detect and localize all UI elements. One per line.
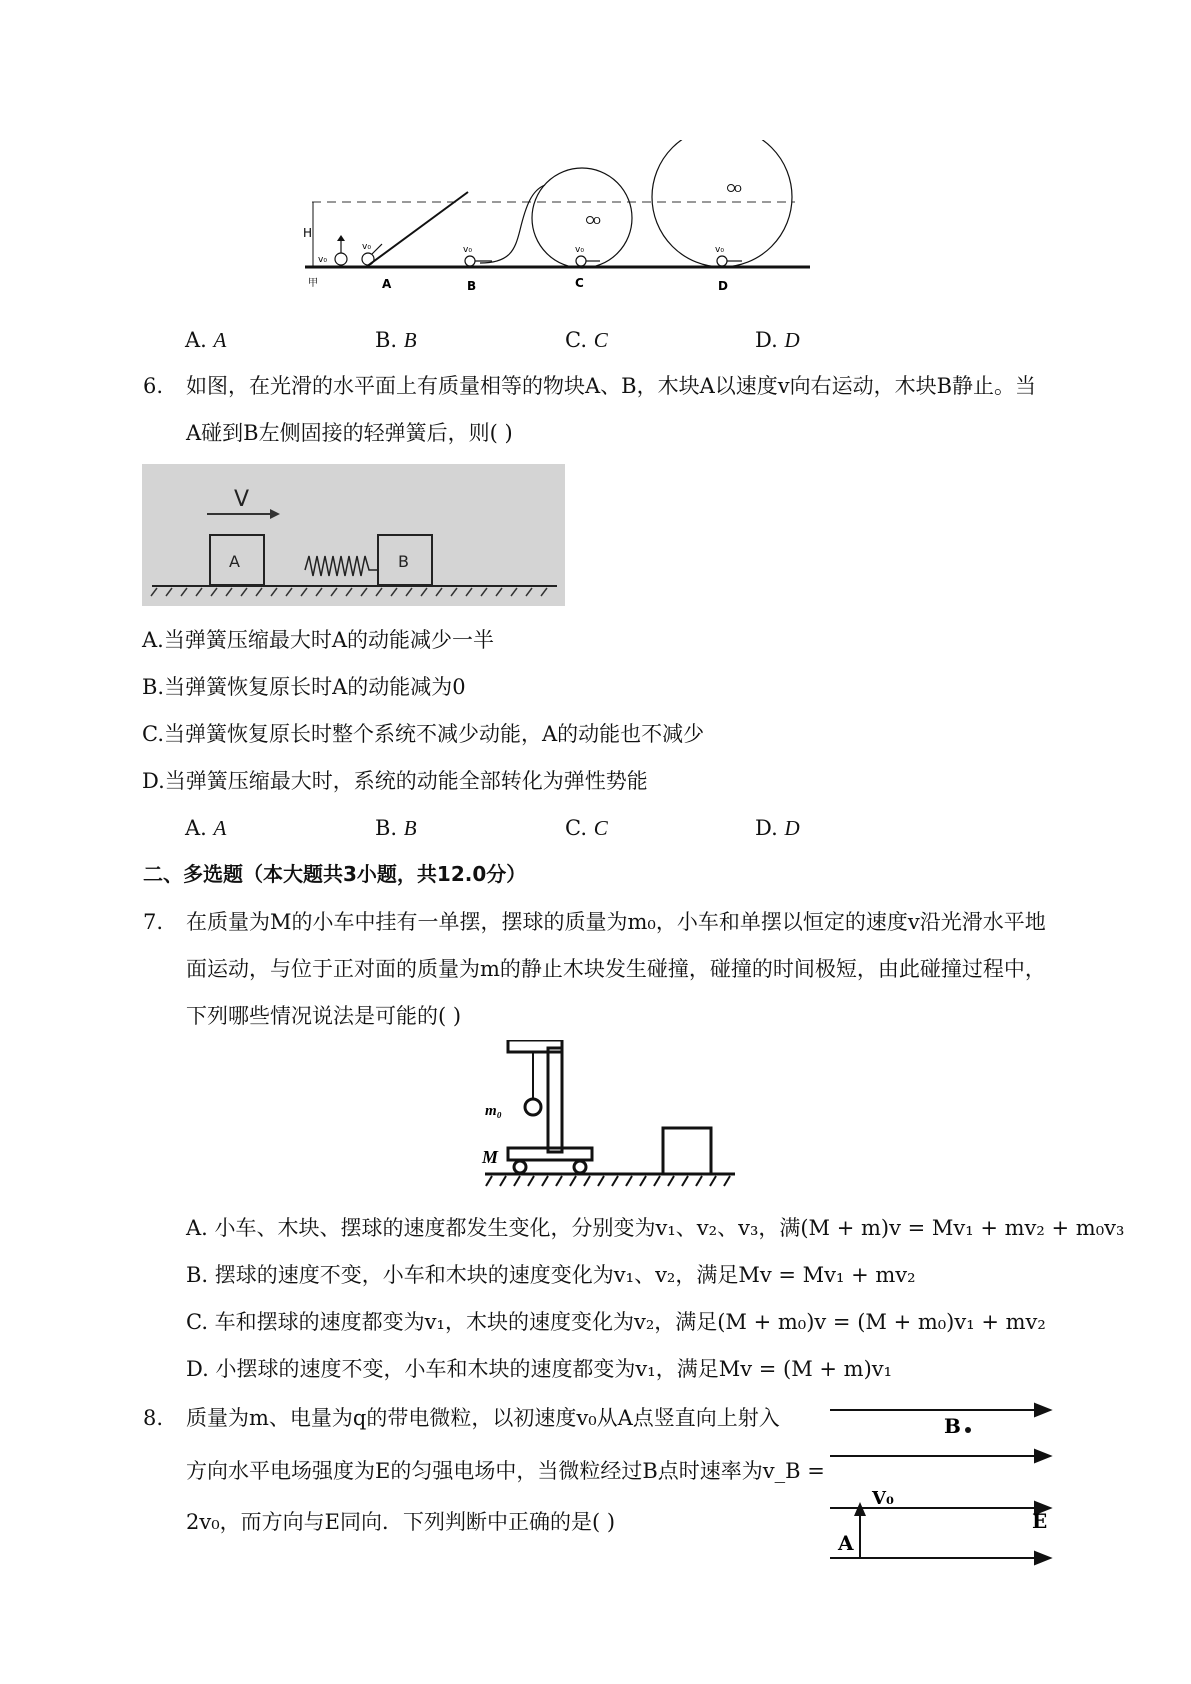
q7-stem-line2: 面运动，与位于正对面的质量为m的静止木块发生碰撞，碰撞的时间极短，由此碰撞过程中， [186, 957, 1046, 981]
option-value: A [213, 816, 227, 840]
label-O-C: O [593, 216, 601, 227]
option-value: C [593, 328, 608, 352]
option-letter: B. [375, 328, 398, 352]
label-O-D: O [734, 184, 742, 195]
q6-statement-c: C.当弹簧恢复原长时整个系统不减少动能，A的动能也不减少 [142, 722, 705, 746]
option-letter: D. [755, 816, 778, 840]
q5-option-c[interactable] [565, 328, 608, 353]
q6-option-a[interactable] [185, 816, 226, 841]
q8-stem-line2: 方向水平电场强度为E的匀强电场中，当微粒经过B点时速率为v_B = [186, 1459, 825, 1483]
label-B: B [467, 279, 477, 293]
q5-option-d[interactable] [755, 328, 800, 353]
figure-q5-tracks [300, 140, 820, 300]
fig-label-A: A [838, 1531, 854, 1555]
label-v0-A: v₀ [362, 242, 371, 252]
option-value: D [784, 328, 800, 352]
option-letter: C. [565, 816, 587, 840]
option-letter: C. [565, 328, 587, 352]
option-value: B [403, 328, 417, 352]
label-v0-jia: v₀ [318, 255, 327, 265]
q8-stem-line1: 质量为m、电量为q的带电微粒，以初速度v₀从A点竖直向上射入 [186, 1406, 780, 1430]
q7-stem-line1: 在质量为M的小车中挂有一单摆，摆球的质量为m₀，小车和单摆以恒定的速度v沿光滑水平地 [186, 910, 1046, 934]
figure-q6-blocks-spring [142, 464, 565, 606]
option-value: D [784, 816, 800, 840]
q5-option-a[interactable] [185, 328, 226, 353]
q7-number: 7. [143, 910, 164, 934]
label-v0-C: v₀ [575, 245, 584, 255]
q6-option-b[interactable] [375, 816, 417, 841]
label-v0-B: v₀ [463, 245, 472, 255]
option-value: B [403, 816, 417, 840]
q7-stem-line3: 下列哪些情况说法是可能的( ) [186, 1004, 462, 1028]
fig-label-B: B [398, 552, 409, 571]
fig-label-V: V [234, 487, 250, 512]
q6-statement-d: D.当弹簧压缩最大时，系统的动能全部转化为弹性势能 [142, 769, 648, 793]
option-value: C [593, 816, 608, 840]
section-heading: 二、多选题（本大题共3小题，共12.0分） [143, 862, 527, 886]
q6-number: 6. [143, 374, 164, 398]
label-v0-D: v₀ [715, 245, 724, 255]
label-jia: 甲 [308, 278, 318, 289]
option-letter: D. [755, 328, 778, 352]
fig-label-M: M [482, 1147, 499, 1167]
q7-option-d[interactable]: D. 小摆球的速度不变，小车和木块的速度都变为v₁，满足Mv = (M + m)v₁ [186, 1357, 893, 1381]
q6-option-d[interactable] [755, 816, 800, 841]
option-letter: A. [185, 328, 207, 352]
label-C: C [575, 276, 584, 290]
q6-stem-line1: 如图，在光滑的水平面上有质量相等的物块A、B，木块A以速度v向右运动，木块B静止。当 [186, 374, 1037, 398]
fig-label-A: A [229, 552, 240, 571]
figure-q8-electric-field [820, 1398, 1060, 1570]
option-value: A [213, 328, 227, 352]
label-D: D [718, 279, 728, 293]
q6-statement-a: A.当弹簧压缩最大时A的动能减少一半 [142, 628, 495, 652]
fig-label-m0: m₀ [485, 1103, 502, 1119]
fig-label-E: E [1032, 1509, 1048, 1533]
q8-stem-line3: 2v₀，而方向与E同向．下列判断中正确的是( ) [186, 1510, 616, 1534]
fig-label-B: B [944, 1414, 961, 1438]
option-letter: B. [375, 816, 398, 840]
q8-number: 8. [143, 1406, 164, 1430]
q7-option-a[interactable]: A. 小车、木块、摆球的速度都发生变化，分别变为v₁、v₂、v₃，满(M + m)v = Mv₁ + mv₂ + m₀v₃ [186, 1216, 1125, 1240]
q6-statement-b: B.当弹簧恢复原长时A的动能减为0 [142, 675, 466, 699]
q5-option-b[interactable] [375, 328, 417, 353]
q7-option-c[interactable]: C. 车和摆球的速度都变为v₁，木块的速度变化为v₂，满足(M + m₀)v = (M + m₀)v₁ + mv₂ [186, 1310, 1046, 1334]
q6-stem-line2: A碰到B左侧固接的轻弹簧后，则( ) [186, 421, 513, 445]
fig-label-v0: V₀ [872, 1488, 894, 1509]
q7-option-b[interactable]: B. 摆球的速度不变，小车和木块的速度变化为v₁、v₂，满足Mv = Mv₁ + mv₂ [186, 1263, 916, 1287]
q6-option-c[interactable] [565, 816, 608, 841]
option-letter: A. [185, 816, 207, 840]
label-A: A [382, 277, 392, 291]
label-H: H [303, 226, 313, 240]
figure-q7-cart-pendulum [480, 1040, 740, 1200]
